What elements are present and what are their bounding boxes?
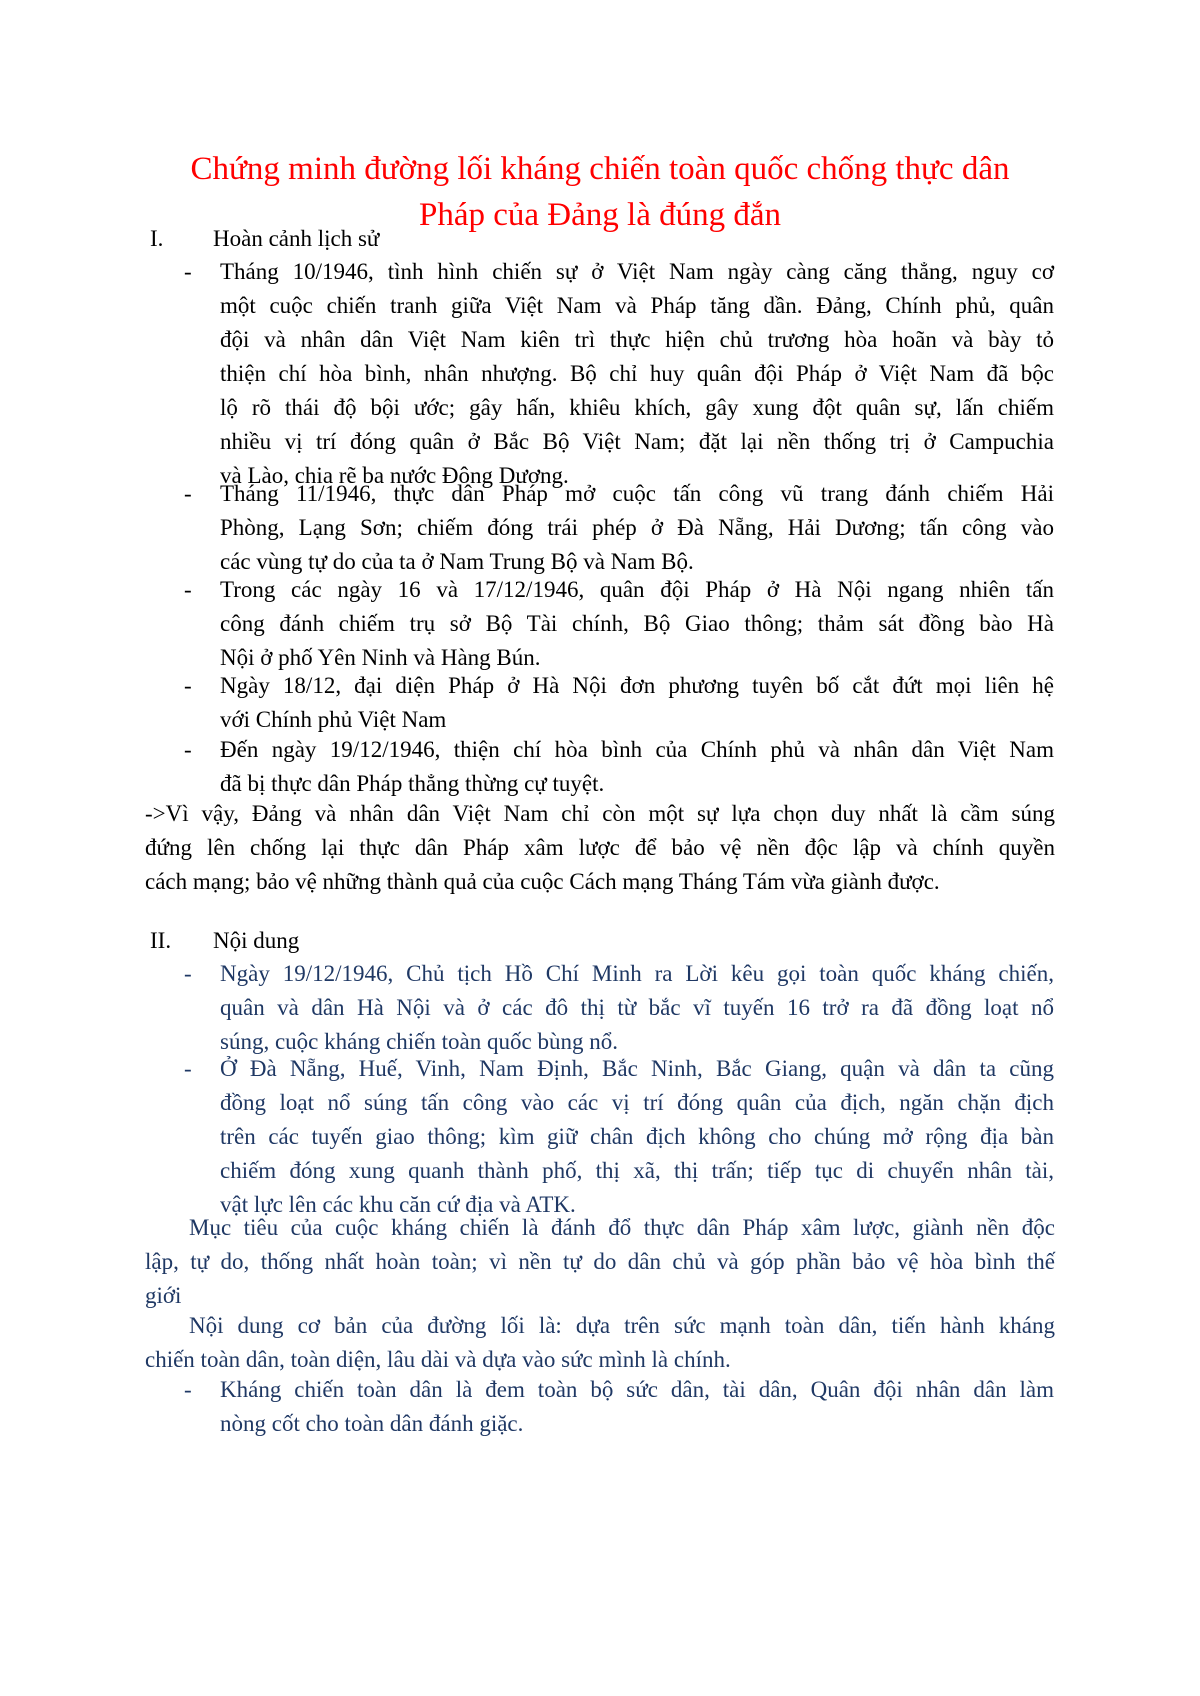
bullet-dash: - — [184, 259, 192, 284]
bullet-line: Nội ở phố Yên Ninh và Hàng Bún. — [220, 645, 541, 670]
bullet-dash: - — [184, 673, 192, 698]
bullet-line: Phòng, Lạng Sơn; chiếm đóng trái phép ở Đà Nẵng, Hải Dương; tấn công vào — [220, 515, 1054, 540]
bullet-line: các vùng tự do của ta ở Nam Trung Bộ và Nam Bộ. — [220, 549, 694, 574]
paragraph-line: lập, tự do, thống nhất hoàn toàn; vì nền tự do dân chủ và góp phần bảo vệ hòa bình thế — [145, 1249, 1055, 1274]
bullet-dash: - — [184, 737, 192, 762]
bullet-line: quân và dân Hà Nội và ở các đô thị từ bắc vĩ tuyến 16 trở ra đã đồng loạt nổ — [220, 995, 1054, 1020]
bullet-line: nòng cốt cho toàn dân đánh giặc. — [220, 1411, 524, 1436]
section-1-bullet-4 — [184, 669, 1054, 737]
paragraph-line: chiến toàn dân, toàn diện, lâu dài và dựa vào sức mình là chính. — [145, 1347, 731, 1372]
section-2-bullet-1 — [184, 957, 1054, 1059]
section-2-paragraph-2 — [145, 1309, 1055, 1377]
paragraph-line: Mục tiêu của cuộc kháng chiến là đánh đổ thực dân Pháp xâm lược, giành nền độc — [189, 1215, 1055, 1240]
bullet-line: thiện chí hòa bình, nhân nhượng. Bộ chỉ huy quân đội Pháp ở Việt Nam đã bộc — [220, 361, 1054, 386]
section-2-number: II. — [150, 928, 172, 953]
paragraph-line: giới — [145, 1283, 182, 1308]
bullet-line: đội và nhân dân Việt Nam kiên trì thực hiện chủ trương hòa hoãn và bày tỏ — [220, 327, 1054, 352]
bullet-line: Kháng chiến toàn dân là đem toàn bộ sức dân, tài dân, Quân đội nhân dân làm — [220, 1377, 1054, 1402]
bullet-dash: - — [184, 577, 192, 602]
paragraph-line: đứng lên chống lại thực dân Pháp xâm lược để bảo vệ nền độc lập và chính quyền — [145, 835, 1055, 860]
bullet-line: đồng loạt nổ súng tấn công vào các vị trí đóng quân của địch, ngăn chặn địch — [220, 1090, 1054, 1115]
section-1-bullet-1 — [184, 255, 1054, 493]
paragraph-line: cách mạng; bảo vệ những thành quả của cuộc Cách mạng Tháng Tám vừa giành được. — [145, 869, 940, 894]
bullet-line: công đánh chiếm trụ sở Bộ Tài chính, Bộ Giao thông; thảm sát đồng bào Hà — [220, 611, 1054, 636]
bullet-line: súng, cuộc kháng chiến toàn quốc bùng nổ. — [220, 1029, 618, 1054]
section-2-paragraph-1 — [145, 1211, 1055, 1313]
paragraph-line: Nội dung cơ bản của đường lối là: dựa trên sức mạnh toàn dân, tiến hành kháng — [189, 1313, 1055, 1338]
section-1-bullet-2 — [184, 477, 1054, 579]
bullet-line: Trong các ngày 16 và 17/12/1946, quân đội Pháp ở Hà Nội ngang nhiên tấn — [220, 577, 1054, 602]
section-1-number: I. — [150, 226, 164, 251]
paragraph-line: ->Vì vậy, Đảng và nhân dân Việt Nam chỉ còn một sự lựa chọn duy nhất là cầm súng — [145, 801, 1055, 826]
bullet-line: và Lào, chia rẽ ba nước Đông Dương. — [220, 463, 569, 488]
bullet-line: Tháng 10/1946, tình hình chiến sự ở Việt Nam ngày càng căng thẳng, nguy cơ — [220, 259, 1054, 284]
bullet-line: lộ rõ thái độ bội ước; gây hấn, khiêu khích, gây xung đột quân sự, lấn chiếm — [220, 395, 1054, 420]
section-2-bullet-2 — [184, 1052, 1054, 1222]
section-2-bullet-3 — [184, 1373, 1054, 1441]
section-2-title: Nội dung — [213, 928, 300, 953]
title-line-2: Pháp của Đảng là đúng đắn — [419, 197, 781, 233]
bullet-line: một cuộc chiến tranh giữa Việt Nam và Pháp tăng dần. Đảng, Chính phủ, quân — [220, 293, 1054, 318]
bullet-line: Ở Đà Nẵng, Huế, Vinh, Nam Định, Bắc Ninh, Bắc Giang, quận và dân ta cũng — [220, 1056, 1054, 1081]
bullet-line: với Chính phủ Việt Nam — [220, 707, 447, 732]
section-1-title: Hoàn cảnh lịch sử — [213, 226, 380, 251]
section-1-conclusion — [145, 797, 1055, 899]
bullet-dash: - — [184, 481, 192, 506]
section-1-bullet-3 — [184, 573, 1054, 675]
bullet-line: Ngày 19/12/1946, Chủ tịch Hồ Chí Minh ra Lời kêu gọi toàn quốc kháng chiến, — [220, 961, 1054, 986]
bullet-line: đã bị thực dân Pháp thẳng thừng cự tuyệt. — [220, 771, 605, 796]
bullet-dash: - — [184, 1377, 192, 1402]
bullet-line: Tháng 11/1946, thực dân Pháp mở cuộc tấn công vũ trang đánh chiếm Hải — [220, 481, 1054, 506]
bullet-line: nhiều vị trí đóng quân ở Bắc Bộ Việt Nam; đặt lại nền thống trị ở Campuchia — [220, 429, 1054, 454]
bullet-dash: - — [184, 961, 192, 986]
bullet-dash: - — [184, 1056, 192, 1081]
bullet-line: trên các tuyến giao thông; kìm giữ chân địch không cho chúng mở rộng địa bàn — [220, 1124, 1054, 1149]
bullet-line: vật lực lên các khu căn cứ địa và ATK. — [220, 1192, 576, 1217]
bullet-line: Đến ngày 19/12/1946, thiện chí hòa bình của Chính phủ và nhân dân Việt Nam — [220, 737, 1054, 762]
title-line-1: Chứng minh đường lối kháng chiến toàn quốc chống thực dân — [190, 151, 1010, 187]
bullet-line: chiếm đóng xung quanh thành phố, thị xã, thị trấn; tiếp tục di chuyển nhân tài, — [220, 1158, 1054, 1183]
bullet-line: Ngày 18/12, đại diện Pháp ở Hà Nội đơn phương tuyên bố cắt đứt mọi liên hệ — [220, 673, 1054, 698]
section-1-bullet-5 — [184, 733, 1054, 801]
